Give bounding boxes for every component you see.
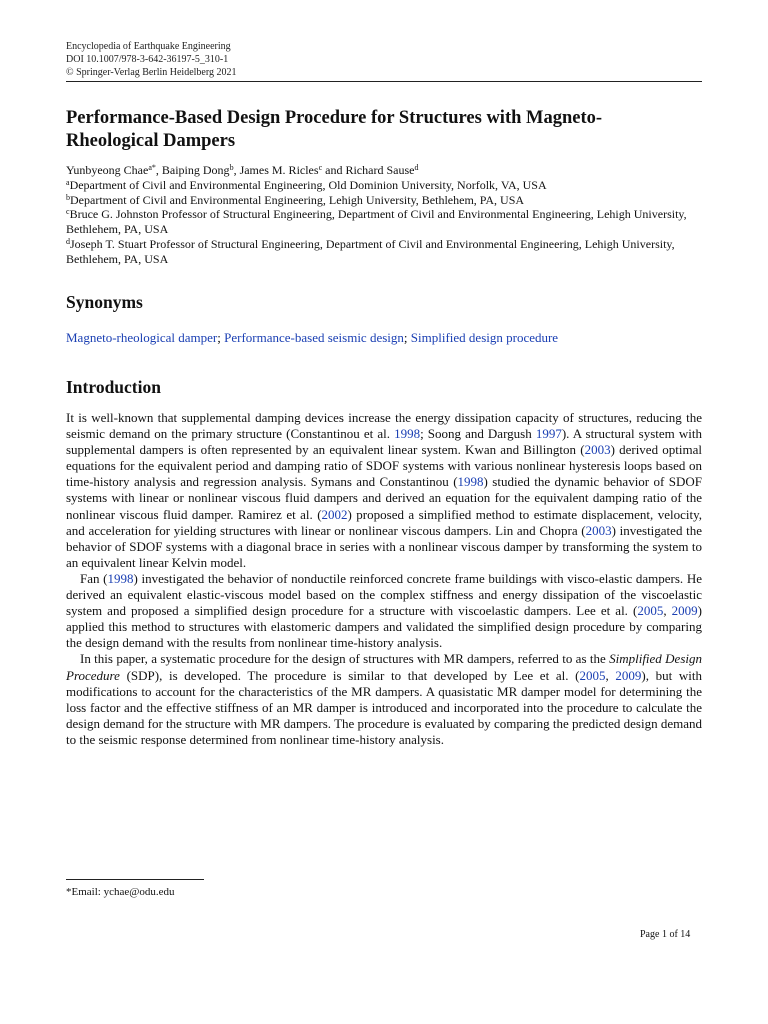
affiliation-sup: b (66, 192, 70, 202)
citation-link[interactable]: 2009 (671, 603, 698, 619)
text: ) applied this method to structures with elastomeric dampers and validated the simplified design procedure by comparing the design demand with the results from nonlinear time-history analysis. (66, 603, 703, 651)
introduction-heading: Introduction (66, 377, 161, 397)
copyright: © Springer-Verlag Berlin Heidelberg 2021 (66, 67, 237, 78)
author-name: James M. Ricles (239, 163, 319, 177)
text: ) studied the dynamic behavior of SDOF systems with linear or nonlinear viscous fluid dampers and derived an equation for the equivalent damping ratio of the nonlinear viscous fluid damper. Ramirez et al. ( (66, 474, 702, 522)
text: (SDP), is developed. The procedure is similar to that developed by Lee et al. ( (119, 667, 580, 683)
text: , (605, 667, 616, 683)
citation-link[interactable]: 1997 (535, 426, 562, 442)
text: ). A structural system with supplemental dampers is often represented by an equivalent linear system. Kwan and Billington ( (66, 426, 702, 458)
affiliation (66, 193, 706, 208)
introduction-body (66, 410, 702, 748)
citation-link[interactable]: 2003 (584, 442, 611, 458)
author-name: Yunbyeong Chae (66, 163, 149, 177)
synonym-link[interactable]: Performance-based seismic design (224, 330, 404, 345)
author-list: Yunbyeong Chae$^{a*}$, Baiping Dong$^b$, James M. Ricles$^c$ and Richard Sause$^d$ (66, 163, 419, 177)
paragraph (66, 571, 702, 651)
affiliation-text: Department of Civil and Environmental Engineering, Lehigh University, Bethlehem, PA, USA (70, 192, 525, 207)
synonym-link[interactable]: Magneto-rheological damper (66, 330, 218, 345)
synonyms-heading: Synonyms (66, 292, 143, 312)
text: ) proposed a simplified method to estimate displacement, velocity, and acceleration for yielding structures with linear or nonlinear viscous dampers. Lin and Chopra ( (66, 506, 702, 538)
citation-link[interactable]: 2005 (579, 667, 606, 683)
text: ) investigated the behavior of nonductile reinforced concrete frame buildings with visco-elastic dampers. He derived an equivalent elastic-viscous model based on the complex stiffness and energy dissipation of the viscoelastic system and proposed a simplified design procedure for a structure with viscoelastic dampers. Lee et al. ( (66, 570, 702, 619)
author-name: Baiping Dong (161, 163, 230, 177)
synonym-link[interactable]: Simplified design procedure (410, 330, 559, 345)
synonym-separator: ; (403, 330, 411, 345)
affiliation-text: Bruce G. Johnston Professor of Structural Engineering, Department of Civil and Environmental Engineering, Lehigh University, Bethlehem, PA, USA (66, 207, 687, 237)
affiliation-sup: c (66, 207, 70, 217)
emphasis: Simplified Design Procedure (66, 651, 702, 683)
affiliation-sup: d (66, 236, 70, 246)
affiliation-text: Joseph T. Stuart Professor of Structural Engineering, Department of Civil and Environmental Engineering, Lehigh University, Bethlehem, PA, USA (66, 236, 675, 266)
citation-link[interactable]: 1998 (394, 426, 421, 442)
synonym-separator: ; (217, 330, 225, 345)
paper-title: Performance-Based Design Procedure for Structures with Magneto-Rheological Dampers (66, 108, 603, 151)
citation-link[interactable]: 2002 (321, 506, 348, 522)
text: , (663, 603, 672, 619)
affiliation (66, 237, 706, 267)
author-sup: d (414, 163, 419, 172)
citation-link[interactable]: 1998 (457, 474, 484, 490)
citation-link[interactable]: 2009 (615, 667, 642, 683)
text: Fan ( (80, 570, 108, 586)
text: ) derived optimal equations for the equivalent period and damping ratio of SDOF systems with various nonlinear hysteresis loops based on time-history analysis and regression analysis. Symans and Constantinou ( (66, 442, 702, 490)
affiliation (66, 207, 706, 237)
citation-link[interactable]: 2005 (637, 603, 664, 619)
paragraph (66, 410, 702, 571)
header-rule (66, 81, 702, 82)
citation-link[interactable]: 2003 (585, 522, 612, 538)
author-sup: b (229, 163, 234, 172)
doi[interactable]: DOI 10.1007/978-3-642-36197-5_310-1 (66, 54, 229, 65)
author-name: Richard Sause (345, 163, 415, 177)
author-sup: a* (148, 163, 156, 172)
synonyms-list (66, 330, 558, 346)
text: ), but with modifications to account for the characteristics of the MR dampers. A quasistatic MR damper model for determining the loss factor and the effective stiffness of an MR damper is introduced and incorporated into the procedure to calculate the design demand for the structure with MR dampers. The procedure is evaluated by comparing the predicted design demand to the seismic response determined from nonlinear time-history analysis. (66, 667, 703, 747)
text: In this paper, a systematic procedure for the design of structures with MR dampers, referred to as the (80, 651, 610, 667)
paragraph (66, 651, 702, 748)
author-block (66, 163, 706, 267)
citation-link[interactable]: 1998 (107, 570, 134, 586)
text: ; Soong and Dargush (420, 426, 536, 442)
text: It is well-known that supplemental damping devices increase the energy dissipation capacity of structures, reducing the seismic demand on the primary structure (Constantinou et al. (66, 410, 702, 442)
text: ) investigated the behavior of SDOF systems with a diagonal brace in series with a nonlinear viscous damper by transforming the system to an equivalent linear Kelvin model. (66, 522, 702, 570)
affiliation-text: Department of Civil and Environmental Engineering, Old Dominion University, Norfolk, VA, USA (69, 177, 547, 192)
publication-meta (66, 40, 237, 79)
affiliation-sup: a (66, 177, 70, 187)
page-number: Page 1 of 14 (640, 929, 691, 940)
journal-name: Encyclopedia of Earthquake Engineering (66, 41, 231, 52)
affiliation (66, 178, 706, 193)
author-sup: c (318, 163, 323, 172)
footnote: *Email: ychae@odu.edu (66, 886, 175, 898)
footnote-rule (66, 879, 204, 880)
